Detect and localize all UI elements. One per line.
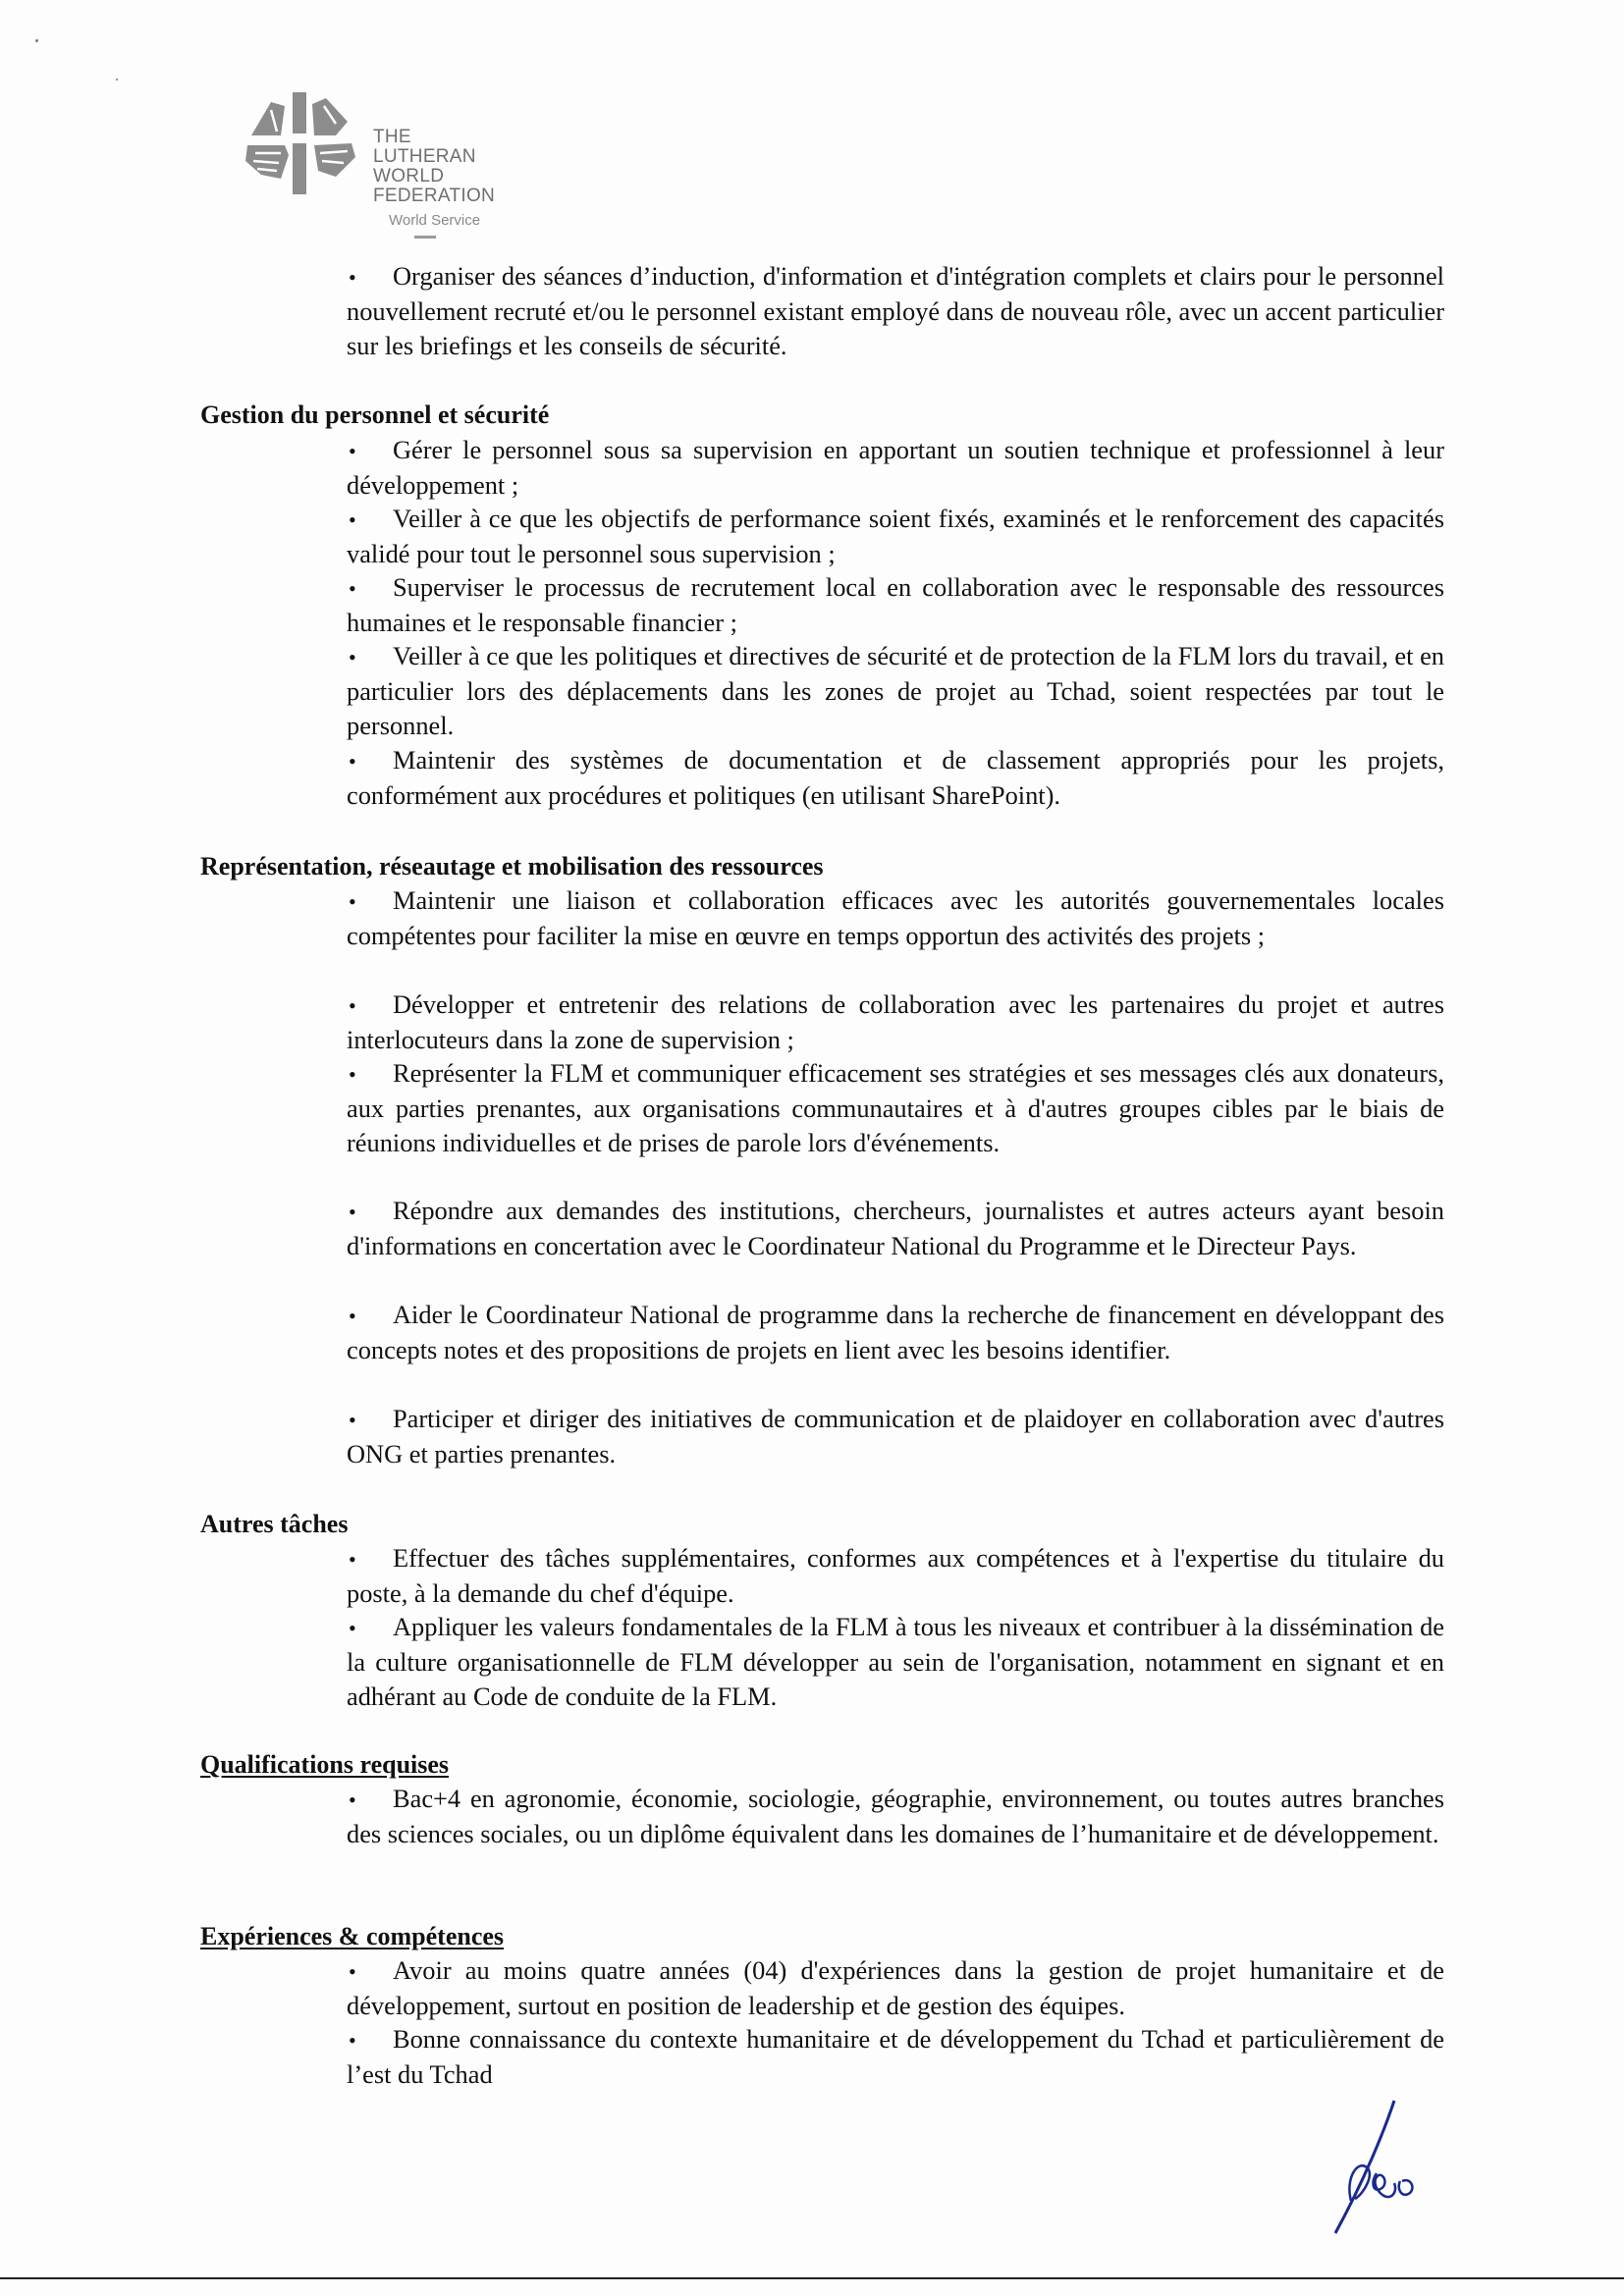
list-item	[347, 743, 1444, 813]
list-item	[347, 883, 1444, 953]
section-heading: Expériences & compétences	[200, 1922, 505, 1950]
logo-subtitle: World Service	[389, 212, 481, 229]
lwf-logo	[242, 84, 516, 241]
list-item-text: Répondre aux demandes des institutions, chercheurs, journalistes et autres acteurs ayant besoin d'informations en concertation avec le Coordinateur National du Programme et le Directeur Pays.	[347, 1196, 1444, 1260]
list-item	[347, 1610, 1444, 1714]
list-item-text: Maintenir des systèmes de documentation et de classement appropriés pour les projets, conformément aux procédures et politiques (en utilisant SharePoint).	[347, 745, 1444, 810]
page-bottom-rule	[0, 2277, 1624, 2279]
section-heading: Représentation, réseautage et mobilisation des ressources	[200, 852, 824, 881]
list-item	[347, 259, 1444, 363]
list-item	[347, 502, 1444, 571]
scan-speck	[35, 39, 38, 42]
list-item	[347, 1953, 1444, 2023]
list-item	[347, 433, 1444, 503]
logo-mark	[414, 236, 436, 239]
list-item-text: Avoir au moins quatre années (04) d'expériences dans la gestion de projet humanitaire et de développement, surtout en position de leadership et de gestion des équipes.	[347, 1955, 1444, 2020]
list-item	[347, 639, 1444, 743]
list-item	[347, 1298, 1444, 1367]
list-item	[347, 1194, 1444, 1263]
list-item-text: Représenter la FLM et communiquer efficacement ses stratégies et ses messages clés aux donateurs, aux parties prenantes, aux organisations communautaires et à d'autres groupes cibles par le biais de réunions individuelles et de prises de parole lors d'événements.	[347, 1058, 1444, 1157]
list-item	[347, 570, 1444, 640]
logo-line: THE	[373, 127, 411, 147]
logo-line: LUTHERAN	[373, 146, 476, 167]
logo-line: FEDERATION	[373, 186, 496, 206]
list-item-text: Effectuer des tâches supplémentaires, conformes aux compétences et à l'expertise du titulaire du poste, à la demande du chef d'équipe.	[347, 1543, 1444, 1608]
list-item-text: Maintenir une liaison et collaboration efficaces avec les autorités gouvernementales locales compétentes pour faciliter la mise en œuvre en temps opportun des activités des projets ;	[347, 885, 1444, 950]
scan-speck	[116, 79, 118, 80]
section-heading: Autres tâches	[200, 1510, 349, 1538]
list-item	[347, 1402, 1444, 1471]
list-item-text: Superviser le processus de recrutement local en collaboration avec le responsable des ressources humaines et le responsable financier ;	[347, 572, 1444, 637]
handwritten-initials	[1316, 2091, 1424, 2238]
list-item	[347, 1541, 1444, 1611]
list-item-text: Veiller à ce que les objectifs de performance soient fixés, examinés et le renforcement des capacités validé pour tout le personnel sous supervision ;	[347, 504, 1444, 568]
list-item-text: Gérer le personnel sous sa supervision en apportant un soutien technique et professionnel à leur développement ;	[347, 435, 1444, 500]
lwf-hands-emblem-icon	[242, 84, 369, 202]
list-item-text: Participer et diriger des initiatives de communication et de plaidoyer en collaboration avec d'autres ONG et parties prenantes.	[347, 1404, 1444, 1468]
list-item	[347, 988, 1444, 1057]
list-item-text: Appliquer les valeurs fondamentales de la FLM à tous les niveaux et contribuer à la dissémination de la culture organisationnelle de FLM développer au sein de l'organisation, notamment en signant et en adhérant au Code de conduite de la FLM.	[347, 1612, 1444, 1711]
list-item-text: Aider le Coordinateur National de programme dans la recherche de financement en développant des concepts notes et des propositions de projets en lient avec les besoins identifier.	[347, 1300, 1444, 1364]
list-item	[347, 1056, 1444, 1160]
logo-line: WORLD	[373, 166, 445, 187]
logo-wordmark	[373, 128, 495, 206]
list-item-text: Développer et entretenir des relations de collaboration avec les partenaires du projet et autres interlocuteurs dans la zone de supervision ;	[347, 989, 1444, 1054]
list-item	[347, 2022, 1444, 2092]
section-heading: Gestion du personnel et sécurité	[200, 400, 550, 429]
section-heading: Qualifications requises	[200, 1750, 450, 1779]
list-item-text: Bac+4 en agronomie, économie, sociologie, géographie, environnement, ou toutes autres branches des sciences sociales, ou un diplôme équivalent dans les domaines de l’humanitaire et de développement.	[347, 1784, 1444, 1848]
list-item-text: Organiser des séances d’induction, d'information et d'intégration complets et clairs pour le personnel nouvellement recruté et/ou le personnel existant employé dans de nouveau rôle, avec un accent particulier sur les briefings et les conseils de sécurité.	[347, 261, 1444, 360]
list-item	[347, 1782, 1444, 1851]
list-item-text: Bonne connaissance du contexte humanitaire et de développement du Tchad et particulièrement de l’est du Tchad	[347, 2024, 1444, 2089]
list-item-text: Veiller à ce que les politiques et directives de sécurité et de protection de la FLM lors du travail, et en particulier lors des déplacements dans les zones de projet au Tchad, soient respectées par tout le personnel.	[347, 641, 1444, 740]
